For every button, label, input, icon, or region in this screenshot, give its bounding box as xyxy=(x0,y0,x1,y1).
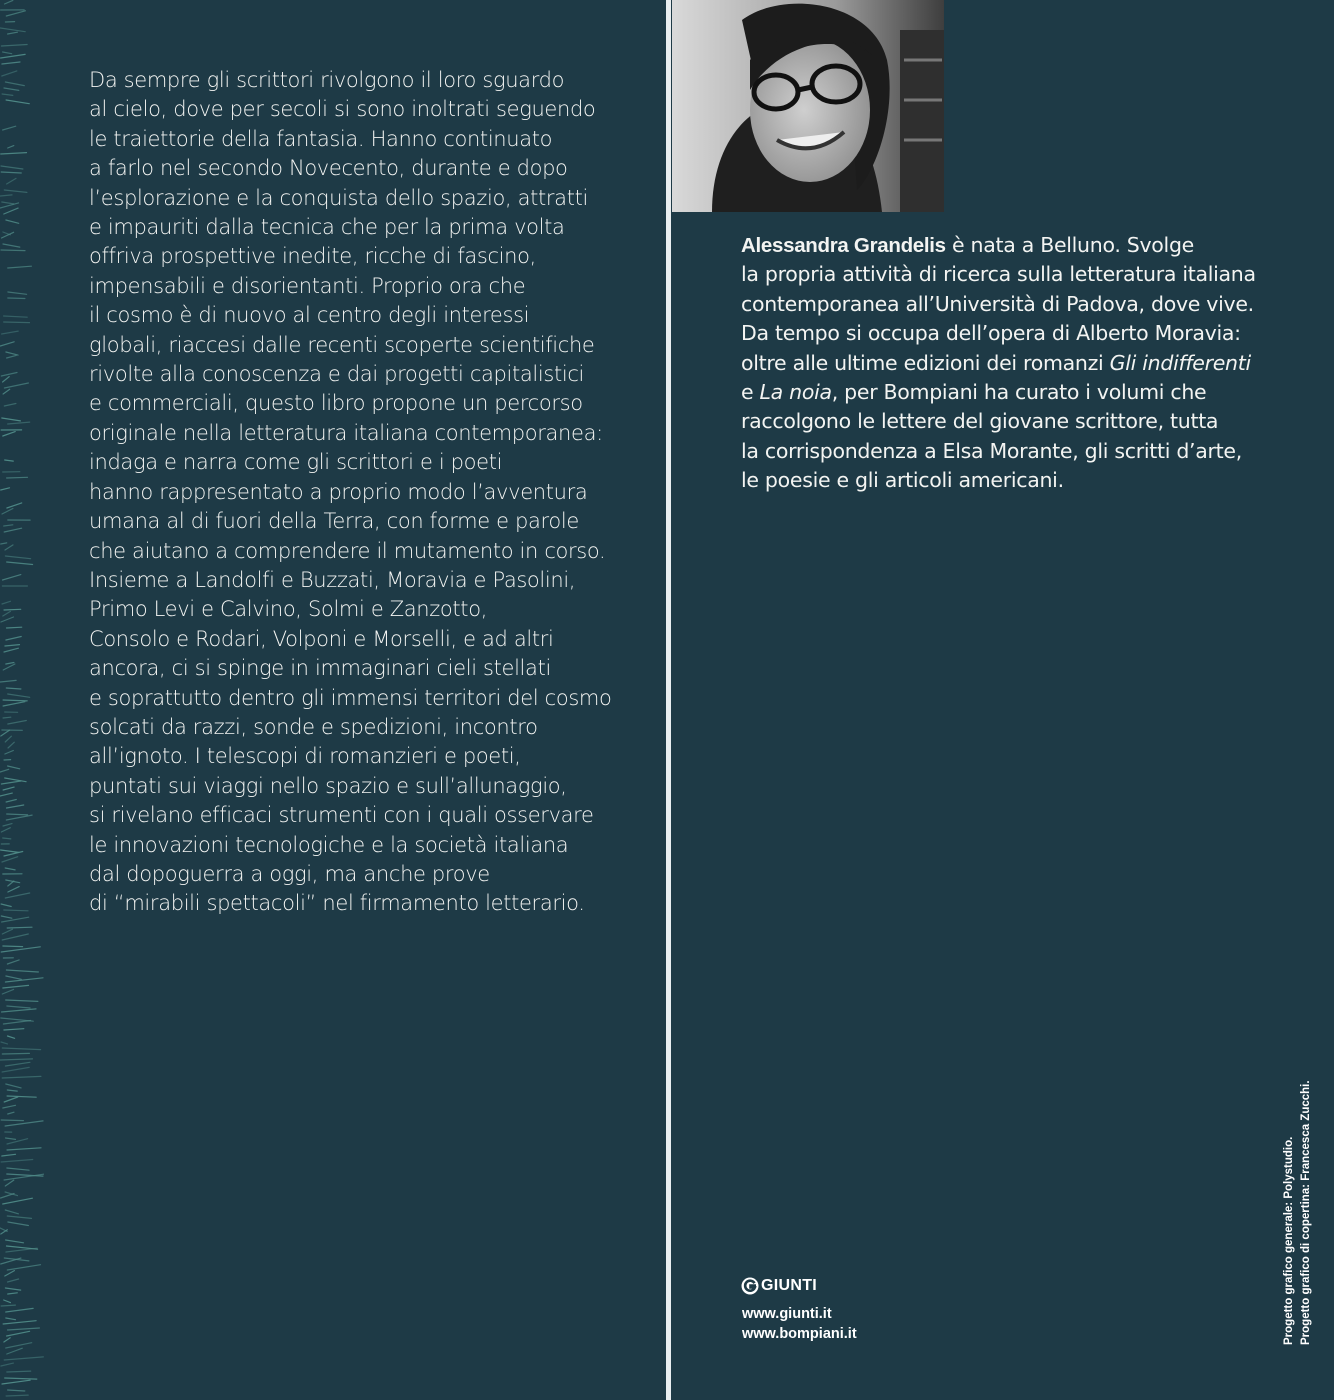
author-photo xyxy=(672,0,944,212)
bio-text: è nata a Belluno. Svolge la propria attività di ricerca sulla letteratura italiana contemporanea all’Università di Padova, dove vive. Da tempo si occupa dell’opera di Alberto Moravia: oltre alle ultime edizioni dei romanzi xyxy=(741,233,1256,375)
book-title: La noia xyxy=(759,380,832,405)
giunti-logo-icon xyxy=(741,1277,759,1295)
book-blurb: Da sempre gli scrittori rivolgono il loro sguardo al cielo, dove per secoli si sono inoltrati seguendo le traiettorie della fantasia. Hanno continuato a farlo nel secondo Novecento, durante e dopo l’esplorazione e la conquista dello spazio, attratti e impauriti dalla tecnica che per la prima volta offriva prospettive inedite, ricche di fascino, impensabili e disorientanti. Proprio ora che il cosmo è di nuovo al centro degli interessi globali, riaccesi dalle recenti scoperte scientifiche rivolte alla conoscenza e dai progetti capitalistici e commerciali, questo libro propone un percorso originale nella letteratura italiana contemporanea: indaga e narra come gli scrittori e i poeti hanno rappresentato a proprio modo l’avventura umana al di fuori della Terra, con forme e parole che aiutano a comprendere il mutamento in corso. Insieme a Landolfi e Buzzati, Moravia e Pasolini, Primo Levi e Calvino, Solmi e Zanzotto, Consolo e Rodari, Volponi e Morselli, e ad altri ancora, ci si spinge in immaginari cieli stellati e soprattutto dentro gli immensi territori del cosmo solcati da razzi, sonde e spedizioni, incontro all’ignoto. I telescopi di romanzieri e poeti, puntati sui viaggi nello spazio e sull’allunaggio, si rivelano efficaci strumenti con i quali osservare le innovazioni tecnologiche e la società italiana dal dopoguerra a oggi, ma anche prove di “mirabili spettacoli” nel firmamento letterario. xyxy=(89,68,612,916)
front-flap xyxy=(0,0,666,1400)
publisher-name: GIUNTI xyxy=(761,1277,818,1294)
author-name: Alessandra Grandelis xyxy=(741,234,946,257)
author-bio xyxy=(741,231,1301,496)
bio-text: , per Bompiani ha curato i volumi che raccolgono le lettere del giovane scrittore, tutta la corrispondenza a Elsa Morante, gli scritti d’arte, le poesie e gli articoli americani. xyxy=(741,380,1242,493)
decorative-texture xyxy=(0,0,44,1400)
back-flap xyxy=(671,0,1334,1400)
publisher-logo xyxy=(741,1275,817,1297)
credit-cover: Progetto grafico di copertina: Francesca Zucchi. xyxy=(1300,1080,1312,1345)
publisher-website[interactable]: www.giunti.it xyxy=(742,1306,832,1322)
bio-text: e xyxy=(741,380,754,405)
credit-general: Progetto grafico generale: Polystudio. xyxy=(1283,1136,1295,1345)
book-title: Gli indifferenti xyxy=(1109,350,1251,375)
publisher-website[interactable]: www.bompiani.it xyxy=(742,1326,857,1342)
